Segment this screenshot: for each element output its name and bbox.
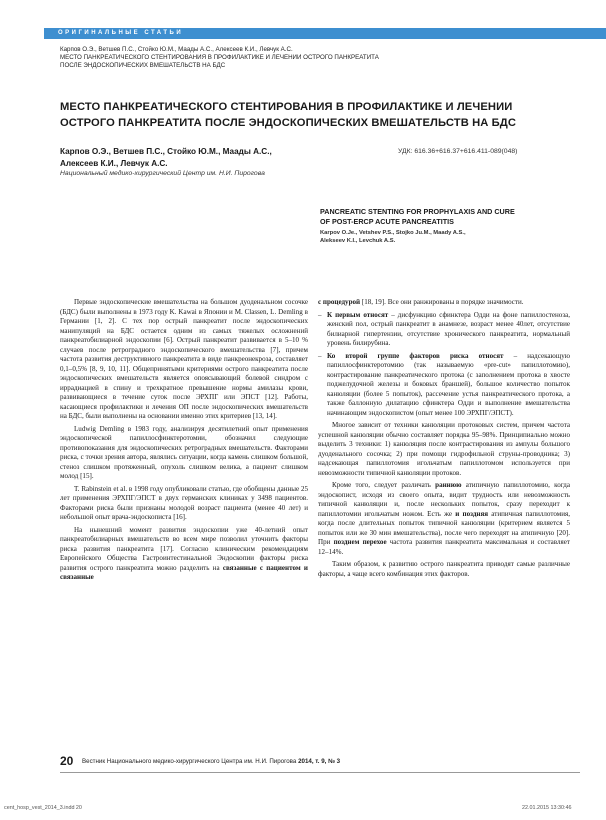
english-authors-line-1: Karpov O.Je., Vetshev P.S., Stojko Ju.M., Maady A.S., [320, 230, 466, 236]
bold-text: К первым относят [327, 310, 389, 319]
journal-name: Вестник Национального медико-хирургического Центра им. Н.И. Пирогова [82, 758, 299, 765]
paragraph: Ludwig Demling в 1983 году, анализируя десятилетний опыт применения эндоскопической папиллосфинктеротомии, обозначил следующие противопоказания для эндоскопических ретроградных вмешательств. Факторами риска, с точки зрения автора, являлись ситуации, когда камень слишком большой, стеноз слишком протяженный, опухоль слишком велика, а пациент слишком молод [15]. [60, 424, 308, 480]
running-head [60, 46, 580, 71]
bold-text: с процедурой [318, 298, 361, 306]
paragraph: Многое зависит от техники канюляции протоковых систем, причем частота успешной канюляции обычно составляет порядка 95–98%. Принципиально можно выделить 3 техники: 1) канюляция после контрастирования из ампулы большого дуоденального сосочка; 2) при помощи гидрофильной струны-проводника; 3) надсекающая папиллотомия игольчатым папиллотомом используется при невозможности типичной канюляции протоков. [318, 421, 570, 477]
bold-text: Ко второй группе факторов риска относят [327, 351, 504, 360]
risk-factor-list [318, 311, 570, 419]
running-head-title-2: ПОСЛЕ ЭНДОСКОПИЧЕСКИХ ВМЕШАТЕЛЬСТВ НА БДС [60, 62, 226, 70]
paragraph-text: Кроме того, следует различать [332, 481, 436, 489]
print-slug-date: 22.01.2015 13:30:46 [522, 805, 572, 811]
institution: Национальный медико-хирургический Центр им. Н.И. Пирогова [60, 170, 265, 177]
running-head-authors: Карпов О.Э., Ветшев П.С., Стойко Ю.М., Маады А.С., Алексеев К.И., Левчук А.С. [60, 46, 293, 53]
english-abstract-header [320, 207, 580, 245]
list-item [318, 311, 570, 349]
english-authors-line-2: Alekseev K.I., Levchuk A.S. [320, 238, 396, 244]
authors [60, 146, 340, 169]
section-bar [44, 28, 606, 39]
english-title-line-2: OF POST-ERCP ACUTE PANCREATITIS [320, 216, 454, 226]
footer-divider [60, 772, 580, 773]
english-title-line-1: PANCREATIC STENTING FOR PROPHYLAXIS AND CURE [320, 207, 515, 216]
left-column [60, 298, 308, 586]
journal-issue: 2014, т. 9, № 3 [298, 758, 341, 765]
article-title: МЕСТО ПАНКРЕАТИЧЕСКОГО СТЕНТИРОВАНИЯ В ПРОФИЛАКТИКЕ И ЛЕЧЕНИИ ОСТРОГО ПАНКРЕАТИТА ПОСЛЕ ЭНДОСКОПИЧЕСКИХ ВМЕШАТЕЛЬСТВ НА БДС [60, 101, 517, 129]
list-item-text: – надсекающую папиллосфинктеротомию (так называемую «pre-cut» папиллотомию), контрастирование панкреатического протока (с заполнением протока в хвосте поджелудочной железы и боковых браншей), большое количество попыток канюляции (более 5 попыток), рассечение устья панкреатического протока, а также баллонную дилатацию сфинктера Одди и выполнение вмешательства начинающим эндоскопистом (опыт менее 100 ЭРХПГ/ЭПСТ). [327, 351, 570, 417]
paragraph-text: атипичная папиллотомия, когда после длительных попыток типичной канюляции (критерием является 5 попыток или же 30 мин вмешательства), после чего переходят на атипичную [20]. При [318, 509, 570, 546]
dash-marker: – [318, 310, 322, 319]
paragraph [318, 481, 570, 557]
list-item [318, 352, 570, 419]
bold-text: и поздняя [455, 509, 489, 518]
print-slug-file: cent_hosp_vest_2014_3.indd 20 [4, 805, 82, 811]
right-column [318, 298, 570, 582]
paragraph: Таким образом, к развитию острого панкреатита приводят самые различные факторы, а чаще всего комбинация этих факторов. [318, 560, 570, 578]
running-head-title-1: МЕСТО ПАНКРЕАТИЧЕСКОГО СТЕНТИРОВАНИЯ В ПРОФИЛАКТИКЕ И ЛЕЧЕНИИ ОСТРОГО ПАНКРЕАТИТА [60, 54, 379, 62]
paragraph-text: частота развития панкреатита максимальная и составляет 12–14%. [318, 538, 570, 556]
page-number: 20 [60, 754, 74, 768]
paragraph-text: [18, 19]. Все они ранжированы в порядке значимости. [360, 298, 524, 306]
bold-text: раннюю [435, 481, 462, 489]
authors-line-1: Карпов О.Э., Ветшев П.С., Стойко Ю.М., Маады А.С., [60, 147, 272, 156]
bold-text: позднем перехое [333, 538, 387, 546]
section-label: ОРИГИНАЛЬНЫЕ СТАТЬИ [58, 30, 184, 36]
paragraph-text: На нынешний момент развития эндоскопии уже 40-летний опыт панкреатобилиарных вмешательств во всем мире позволил уточнить факторы риска развития панкреатита [17]. Согласно клиническим рекомендациям Европейского Общества Гастроинтестинальной Эндоскопии факторы риска развития острого панкреатита можно разделить на [60, 525, 308, 572]
bold-text: связанные с пациентом и связанные [60, 563, 308, 581]
paragraph: T. Rabinstein et al. в 1998 году опубликовали статью, где обобщены данные 25 лет применения ЭРХПГ/ЭПСТ в двух германских клиниках у 3498 пациентов. Факторами риска были признаны молодой возраст пациента (менее 40 лет) и небольшой опыт врача-эндоскописта [16]. [60, 484, 308, 521]
paragraph-text: атипичную папиллотомию, когда эндоскопист, исходя из своего опыта, видит трудность или невозможность типичной канюляции и, после нескольких попыток, сразу переходит к папиллотомии игольчатым ножом. Есть же [318, 481, 570, 518]
english-authors [320, 229, 580, 245]
list-item-text: – дисфункцию сфинктера Одди на фоне папиллостеноза, женский пол, острый панкреатит в анамнезе, возраст менее 40лет, отсутствие билиарной гипертензии, отсутствие хронического панкреатита, нормальный уровень билирубина. [327, 310, 570, 347]
paragraph [318, 298, 570, 308]
journal-footer [82, 758, 340, 765]
authors-line-2: Алексеев К.И., Левчук А.С. [60, 158, 168, 168]
paragraph: Первые эндоскопические вмешательства на большом дуоденальном сосочке (БДС) были выполнены в 1973 году K. Kawai в Японии и M. Classen, L. Demling в Германии [1, 2]. С тех пор острый панкреатит после эндоскопических манипуляций на БДС остается одним из самых тяжелых осложнений панкреатобилиарной эндоскопии [6]. Острый панкреатит развивается в 5–10 % случаев после ретроградного эндоскопического вмешательства [7], причем частота развития деструктивного панкреатита в виде панкреонекроза, составляет 0,1–0,5% [8, 9, 10, 11]. Общепринятыми критериями острого панкреатита после эндоскопических вмешательств является опоясывающий болевой синдром с иррадиацией в спину и трехкратное превышение нормы амилазы крови, развивающиеся в течение суток после ЭРХПГ или ЭПСТ [12]. Работы, касающиеся профилактики и лечения ОП после эндоскопических вмешательств на БДС, были выполнены на основании именно этих критериев [13, 14]. [60, 298, 308, 420]
english-title [320, 207, 580, 226]
dash-marker: – [318, 351, 322, 360]
paragraph [60, 526, 308, 583]
udc-code: УДК: 616.36+616.37+616.411-089(048) [398, 148, 518, 155]
